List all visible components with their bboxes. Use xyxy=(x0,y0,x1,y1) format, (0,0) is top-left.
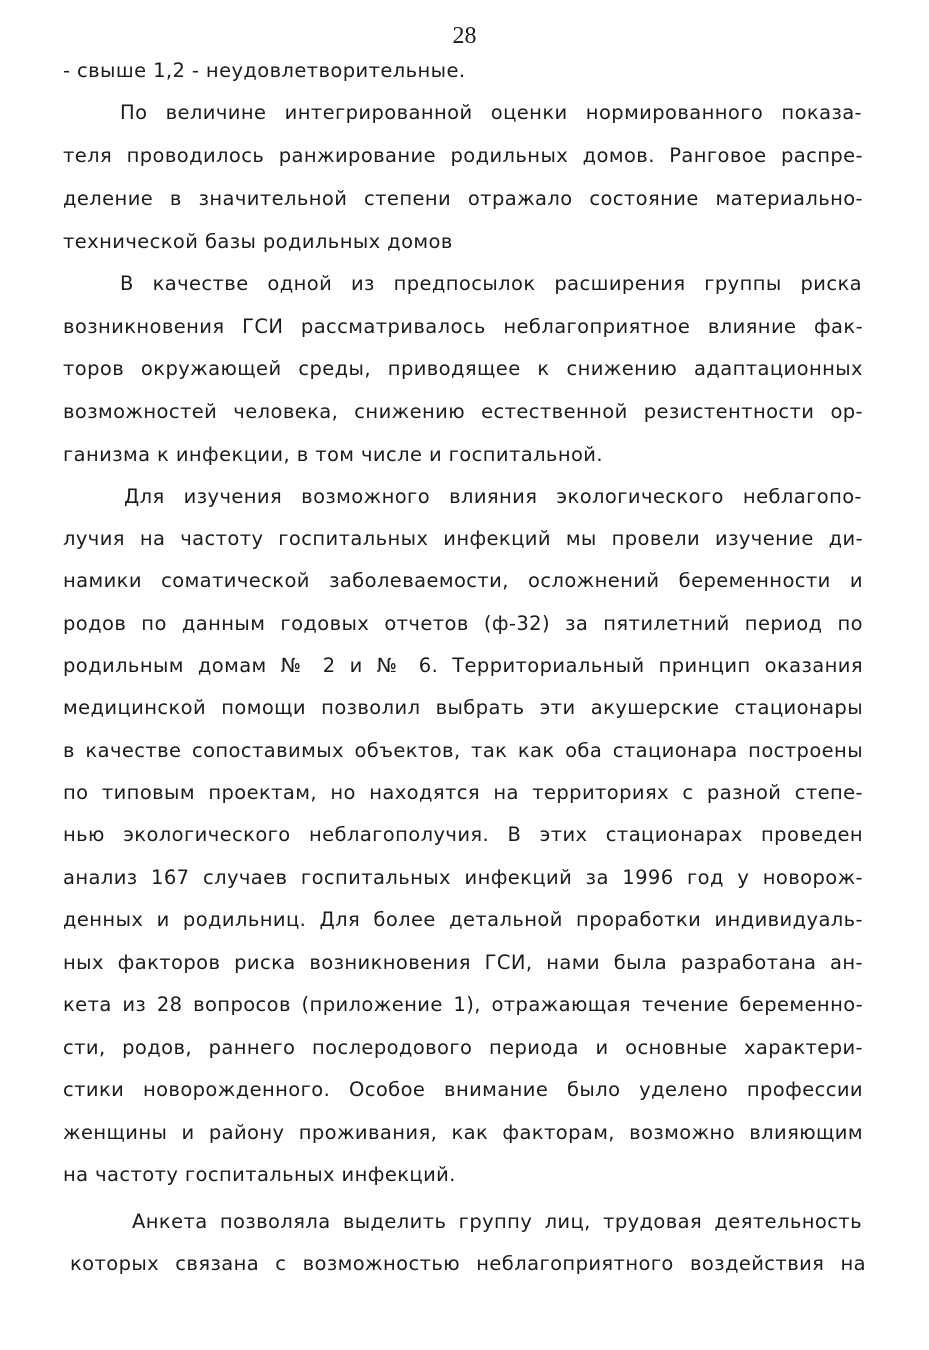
text-line: технической базы родильных домов xyxy=(63,230,453,253)
text-line: лучия на частоту госпитальных инфекций мы провели изучение ди- xyxy=(63,527,863,550)
text-line: на частоту госпитальных инфекций. xyxy=(63,1163,456,1186)
text-line: в качестве сопоставимых объектов, так как оба стационара построены xyxy=(63,739,863,762)
text-line: ганизма к инфекции, в том числе и госпитальной. xyxy=(63,443,603,466)
text-line: анализ 167 случаев госпитальных инфекций за 1996 год у новорож- xyxy=(63,866,863,889)
text-line: - свыше 1,2 - неудовлетворительные. xyxy=(63,59,466,82)
text-line: теля проводилось ранжирование родильных домов. Ранговое распре- xyxy=(63,144,863,167)
text-line: деление в значительной степени отражало состояние материально- xyxy=(63,187,863,210)
text-line: намики соматической заболеваемости, осложнений беременности и xyxy=(63,569,863,592)
page-number: 28 xyxy=(452,23,477,49)
text-line: по типовым проектам, но находятся на территориях с разной степе- xyxy=(63,781,863,804)
text-line: нью экологического неблагополучия. В этих стационарах проведен xyxy=(63,823,863,846)
text-line: которых связана с возможностью неблагоприятного воздействия на xyxy=(70,1252,866,1275)
text-line: Для изучения возможного влияния экологического неблагопо- xyxy=(124,485,862,508)
text-line: родильным домам № 2 и № 6. Территориальный принцип оказания xyxy=(63,654,863,677)
text-line: женщины и району проживания, как факторам, возможно влияющим xyxy=(63,1121,863,1144)
text-line: торов окружающей среды, приводящее к снижению адаптационных xyxy=(63,357,863,380)
text-line: денных и родильниц. Для более детальной проработки индивидуаль- xyxy=(63,908,863,931)
text-line: возможностей человека, снижению естественной резистентности ор- xyxy=(63,400,863,423)
text-line: стики новорожденного. Особое внимание было уделено профессии xyxy=(63,1078,863,1101)
text-line: кета из 28 вопросов (приложение 1), отражающая течение беременно- xyxy=(63,993,863,1016)
text-line: Анкета позволяла выделить группу лиц, трудовая деятельность xyxy=(132,1210,862,1233)
text-line: сти, родов, раннего послеродового периода и основные характери- xyxy=(63,1036,863,1059)
text-line: родов по данным годовых отчетов (ф-32) за пятилетний период по xyxy=(63,612,863,635)
text-line: ных факторов риска возникновения ГСИ, нами была разработана ан- xyxy=(63,951,863,974)
text-line: медицинской помощи позволил выбрать эти акушерские стационары xyxy=(63,696,863,719)
text-line: возникновения ГСИ рассматривалось неблагоприятное влияние фак- xyxy=(63,315,863,338)
text-line: По величине интегрированной оценки нормированного показа- xyxy=(120,101,862,124)
text-line: В качестве одной из предпосылок расширения группы риска xyxy=(120,272,862,295)
